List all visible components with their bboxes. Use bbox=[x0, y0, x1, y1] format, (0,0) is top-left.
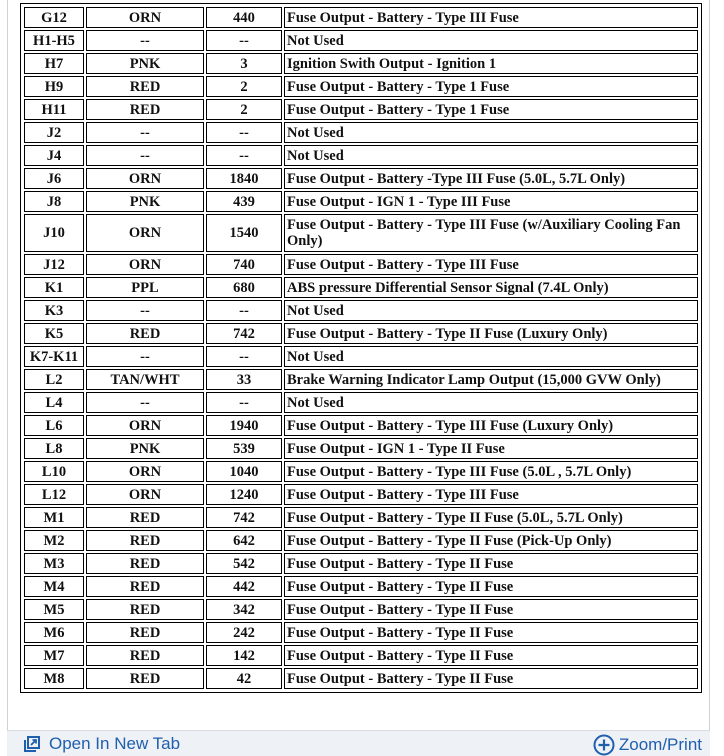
table-row bbox=[24, 76, 698, 97]
circuit-number-cell: 2 bbox=[206, 99, 282, 120]
wire-color-cell: RED bbox=[86, 76, 204, 97]
wire-color-cell: -- bbox=[86, 145, 204, 166]
circuit-number-cell: 1940 bbox=[206, 415, 282, 436]
table-row bbox=[24, 99, 698, 120]
circuit-number-cell: 539 bbox=[206, 438, 282, 459]
table-row bbox=[24, 254, 698, 275]
wire-color-cell: PNK bbox=[86, 53, 204, 74]
table-row bbox=[24, 668, 698, 689]
table-row bbox=[24, 622, 698, 643]
table-row bbox=[24, 300, 698, 321]
circuit-number-cell: 742 bbox=[206, 323, 282, 344]
table-row bbox=[24, 53, 698, 74]
table-row bbox=[24, 530, 698, 551]
function-cell: Fuse Output - Battery - Type III Fuse bbox=[284, 7, 698, 28]
circuit-number-cell: 1240 bbox=[206, 484, 282, 505]
pin-cell: J2 bbox=[24, 122, 84, 143]
pin-cell: M6 bbox=[24, 622, 84, 643]
pin-cell: K5 bbox=[24, 323, 84, 344]
wire-color-cell: RED bbox=[86, 99, 204, 120]
table-row bbox=[24, 553, 698, 574]
wire-color-cell: RED bbox=[86, 553, 204, 574]
pin-cell: M8 bbox=[24, 668, 84, 689]
table-row bbox=[24, 346, 698, 367]
pin-cell: L2 bbox=[24, 369, 84, 390]
circuit-number-cell: 740 bbox=[206, 254, 282, 275]
wire-color-cell: ORN bbox=[86, 214, 204, 252]
wire-color-cell: RED bbox=[86, 599, 204, 620]
connector-pinout-table bbox=[22, 5, 700, 691]
connector-pinout-table-wrapper bbox=[20, 3, 702, 693]
wire-color-cell: RED bbox=[86, 323, 204, 344]
circuit-number-cell: 342 bbox=[206, 599, 282, 620]
circuit-number-cell: -- bbox=[206, 122, 282, 143]
pin-cell: M2 bbox=[24, 530, 84, 551]
table-row bbox=[24, 484, 698, 505]
wire-color-cell: -- bbox=[86, 122, 204, 143]
wire-color-cell: ORN bbox=[86, 415, 204, 436]
pinout-table-body bbox=[24, 7, 698, 689]
function-cell: Fuse Output - Battery -Type III Fuse (5.0L, 5.7L Only) bbox=[284, 168, 698, 189]
function-cell: Fuse Output - Battery - Type II Fuse bbox=[284, 553, 698, 574]
pin-cell: H1-H5 bbox=[24, 30, 84, 51]
function-cell: Fuse Output - Battery - Type II Fuse bbox=[284, 622, 698, 643]
table-row bbox=[24, 415, 698, 436]
circuit-number-cell: -- bbox=[206, 346, 282, 367]
open-in-new-tab-icon bbox=[23, 735, 41, 753]
circuit-number-cell: 742 bbox=[206, 507, 282, 528]
circuit-number-cell: 3 bbox=[206, 53, 282, 74]
circuit-number-cell: 642 bbox=[206, 530, 282, 551]
table-row bbox=[24, 507, 698, 528]
pin-cell: M3 bbox=[24, 553, 84, 574]
function-cell: Fuse Output - Battery - Type II Fuse bbox=[284, 599, 698, 620]
table-row bbox=[24, 576, 698, 597]
function-cell: Fuse Output - Battery - Type II Fuse bbox=[284, 576, 698, 597]
pin-cell: K3 bbox=[24, 300, 84, 321]
circuit-number-cell: -- bbox=[206, 30, 282, 51]
wire-color-cell: RED bbox=[86, 507, 204, 528]
circuit-number-cell: 2 bbox=[206, 76, 282, 97]
circuit-number-cell: -- bbox=[206, 392, 282, 413]
zoom-print-link[interactable] bbox=[593, 734, 702, 756]
function-cell: Fuse Output - Battery - Type II Fuse bbox=[284, 645, 698, 666]
pin-cell: L8 bbox=[24, 438, 84, 459]
function-cell: Fuse Output - Battery - Type III Fuse (Luxury Only) bbox=[284, 415, 698, 436]
viewer-toolbar bbox=[7, 730, 710, 756]
function-cell: Fuse Output - Battery - Type III Fuse bbox=[284, 484, 698, 505]
open-in-new-tab-link[interactable] bbox=[23, 734, 180, 754]
function-cell: Not Used bbox=[284, 392, 698, 413]
pin-cell: M4 bbox=[24, 576, 84, 597]
circuit-number-cell: 1040 bbox=[206, 461, 282, 482]
function-cell: Fuse Output - Battery - Type 1 Fuse bbox=[284, 76, 698, 97]
wire-color-cell: ORN bbox=[86, 7, 204, 28]
pin-cell: J4 bbox=[24, 145, 84, 166]
wire-color-cell: ORN bbox=[86, 254, 204, 275]
wire-color-cell: PNK bbox=[86, 191, 204, 212]
circuit-number-cell: 440 bbox=[206, 7, 282, 28]
pin-cell: G12 bbox=[24, 7, 84, 28]
table-row bbox=[24, 392, 698, 413]
table-row bbox=[24, 599, 698, 620]
function-cell: Fuse Output - Battery - Type III Fuse (w/Auxiliary Cooling Fan Only) bbox=[284, 214, 698, 252]
function-cell: Fuse Output - Battery - Type 1 Fuse bbox=[284, 99, 698, 120]
pin-cell: L6 bbox=[24, 415, 84, 436]
table-row bbox=[24, 438, 698, 459]
table-row bbox=[24, 168, 698, 189]
pin-cell: H7 bbox=[24, 53, 84, 74]
circuit-number-cell: 442 bbox=[206, 576, 282, 597]
circuit-number-cell: 33 bbox=[206, 369, 282, 390]
table-row bbox=[24, 7, 698, 28]
wire-color-cell: PNK bbox=[86, 438, 204, 459]
table-row bbox=[24, 369, 698, 390]
function-cell: Fuse Output - Battery - Type III Fuse bbox=[284, 254, 698, 275]
table-row bbox=[24, 277, 698, 298]
circuit-number-cell: 242 bbox=[206, 622, 282, 643]
pin-cell: H9 bbox=[24, 76, 84, 97]
function-cell: Fuse Output - Battery - Type II Fuse (Pick-Up Only) bbox=[284, 530, 698, 551]
zoom-print-label: Zoom/Print bbox=[618, 735, 702, 754]
pin-cell: K1 bbox=[24, 277, 84, 298]
pin-cell: H11 bbox=[24, 99, 84, 120]
wire-color-cell: -- bbox=[86, 392, 204, 413]
table-row bbox=[24, 645, 698, 666]
circuit-number-cell: -- bbox=[206, 300, 282, 321]
pin-cell: J6 bbox=[24, 168, 84, 189]
function-cell: Fuse Output - IGN 1 - Type III Fuse bbox=[284, 191, 698, 212]
table-row bbox=[24, 323, 698, 344]
function-cell: Fuse Output - Battery - Type III Fuse (5.0L , 5.7L Only) bbox=[284, 461, 698, 482]
wire-color-cell: -- bbox=[86, 300, 204, 321]
table-row bbox=[24, 145, 698, 166]
function-cell: Brake Warning Indicator Lamp Output (15,000 GVW Only) bbox=[284, 369, 698, 390]
function-cell: Not Used bbox=[284, 145, 698, 166]
circuit-number-cell: 680 bbox=[206, 277, 282, 298]
wire-color-cell: RED bbox=[86, 622, 204, 643]
wire-color-cell: ORN bbox=[86, 484, 204, 505]
wire-color-cell: RED bbox=[86, 668, 204, 689]
wire-color-cell: RED bbox=[86, 576, 204, 597]
function-cell: Fuse Output - IGN 1 - Type II Fuse bbox=[284, 438, 698, 459]
circuit-number-cell: 142 bbox=[206, 645, 282, 666]
pin-cell: M7 bbox=[24, 645, 84, 666]
circuit-number-cell: 42 bbox=[206, 668, 282, 689]
pin-cell: M5 bbox=[24, 599, 84, 620]
wire-color-cell: RED bbox=[86, 530, 204, 551]
circuit-number-cell: -- bbox=[206, 145, 282, 166]
circuit-number-cell: 1540 bbox=[206, 214, 282, 252]
wire-color-cell: PPL bbox=[86, 277, 204, 298]
function-cell: Ignition Swith Output - Ignition 1 bbox=[284, 53, 698, 74]
wire-color-cell: ORN bbox=[86, 168, 204, 189]
zoom-plus-icon bbox=[593, 734, 615, 756]
circuit-number-cell: 439 bbox=[206, 191, 282, 212]
pin-cell: L4 bbox=[24, 392, 84, 413]
pin-cell: L12 bbox=[24, 484, 84, 505]
circuit-number-cell: 1840 bbox=[206, 168, 282, 189]
function-cell: Fuse Output - Battery - Type II Fuse bbox=[284, 668, 698, 689]
open-in-new-tab-label: Open In New Tab bbox=[49, 734, 181, 753]
pin-cell: K7-K11 bbox=[24, 346, 84, 367]
pin-cell: M1 bbox=[24, 507, 84, 528]
wire-color-cell: -- bbox=[86, 346, 204, 367]
pin-cell: J12 bbox=[24, 254, 84, 275]
document-frame bbox=[7, 0, 710, 730]
function-cell: Fuse Output - Battery - Type II Fuse (5.0L, 5.7L Only) bbox=[284, 507, 698, 528]
function-cell: Not Used bbox=[284, 300, 698, 321]
function-cell: Not Used bbox=[284, 346, 698, 367]
function-cell: ABS pressure Differential Sensor Signal (7.4L Only) bbox=[284, 277, 698, 298]
function-cell: Fuse Output - Battery - Type II Fuse (Luxury Only) bbox=[284, 323, 698, 344]
wire-color-cell: TAN/WHT bbox=[86, 369, 204, 390]
pin-cell: J10 bbox=[24, 214, 84, 252]
wire-color-cell: -- bbox=[86, 30, 204, 51]
circuit-number-cell: 542 bbox=[206, 553, 282, 574]
table-row bbox=[24, 122, 698, 143]
pin-cell: J8 bbox=[24, 191, 84, 212]
function-cell: Not Used bbox=[284, 30, 698, 51]
wire-color-cell: ORN bbox=[86, 461, 204, 482]
pin-cell: L10 bbox=[24, 461, 84, 482]
wire-color-cell: RED bbox=[86, 645, 204, 666]
table-row bbox=[24, 461, 698, 482]
table-row bbox=[24, 191, 698, 212]
table-row bbox=[24, 214, 698, 252]
table-row bbox=[24, 30, 698, 51]
function-cell: Not Used bbox=[284, 122, 698, 143]
